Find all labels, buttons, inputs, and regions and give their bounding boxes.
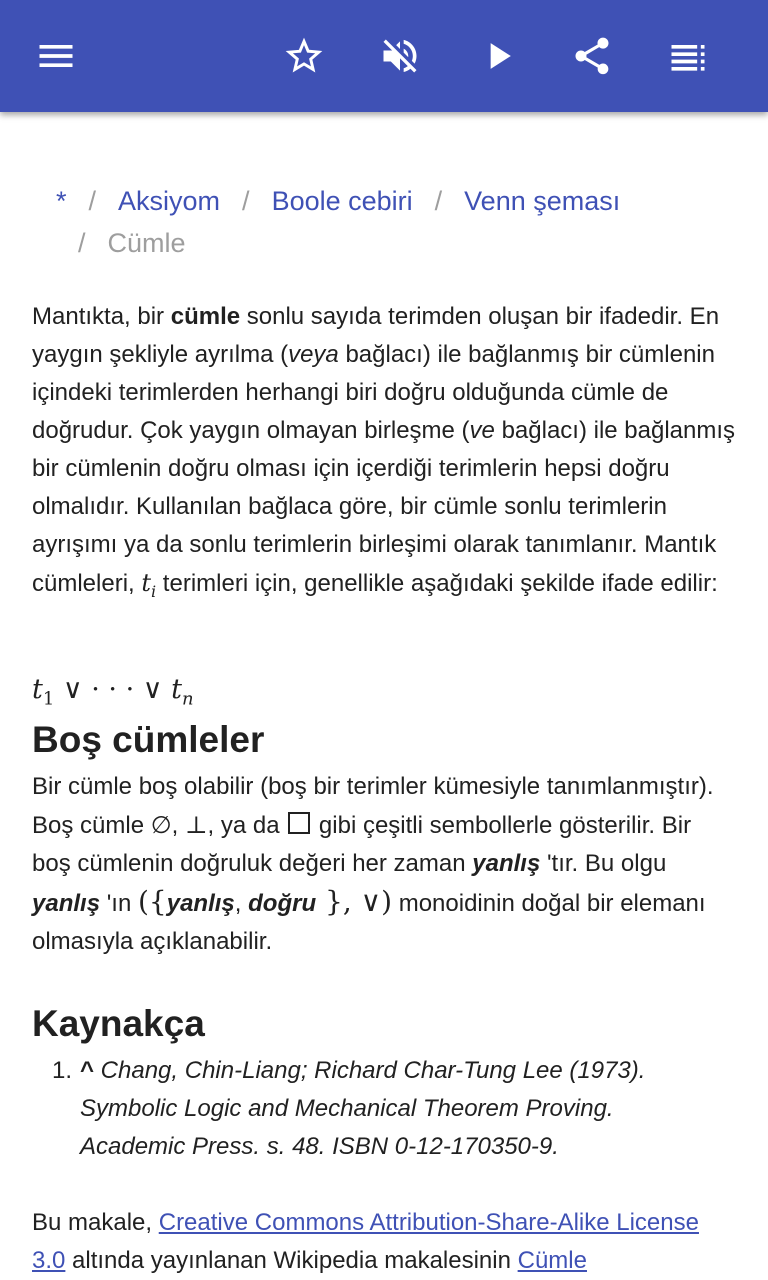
term-yanlis: yanlış xyxy=(166,890,235,917)
empty-clause-paragraph xyxy=(32,768,736,961)
breadcrumb xyxy=(56,180,736,264)
text: Bir cümle boş olabilir (boş bir terimler kümesiyle tanımlanmıştır). Boş cümle xyxy=(32,773,714,839)
star-outline-icon[interactable] xyxy=(276,28,332,84)
text: Bu makale, xyxy=(32,1209,159,1236)
math-var: t xyxy=(141,569,152,597)
text: , ya da xyxy=(207,812,287,839)
term-ve: ve xyxy=(469,417,495,444)
menu-icon[interactable] xyxy=(28,28,84,84)
math-brace: ({ xyxy=(137,885,167,918)
breadcrumb-current: Cümle xyxy=(107,228,186,258)
text: terimleri için, genellikle aşağıdaki şekilde ifade edilir: xyxy=(156,570,718,597)
source-article-link[interactable]: Cümle xyxy=(517,1247,587,1274)
text: Mantıkta, bir xyxy=(32,303,171,330)
text: 'tır. Bu olgu xyxy=(540,850,667,877)
reference-number: 1. xyxy=(52,1057,73,1084)
math-sub: i xyxy=(151,581,157,601)
text: gibi çeşitli sembollerle gösterilir. Bir boş cümlenin doğruluk değeri her zaman xyxy=(32,812,692,877)
text: 'ın xyxy=(100,890,138,917)
text: altında yayınlanan Wikipedia makalesinin xyxy=(65,1247,518,1274)
breadcrumb-separator: / xyxy=(242,186,250,216)
square-symbol xyxy=(288,812,310,834)
term-dogru: doğru xyxy=(248,890,317,917)
math-brace: }, ∨) xyxy=(316,885,393,918)
license-link[interactable]: Creative Commons Attribution-Share-Alike License 3.0 xyxy=(32,1209,699,1274)
math-var: t xyxy=(171,674,182,705)
breadcrumb-item-aksiyom[interactable]: Aksiyom xyxy=(118,186,221,216)
license-paragraph xyxy=(32,1204,736,1280)
term-yanlis: yanlış xyxy=(32,890,101,917)
term-cumle: cümle xyxy=(170,303,241,330)
playlist-icon[interactable] xyxy=(660,28,716,84)
math-operator: ∨ · · · ∨ xyxy=(54,674,172,705)
breadcrumb-item-boole-cebiri[interactable]: Boole cebiri xyxy=(271,186,413,216)
term-yanlis: yanlış xyxy=(472,850,541,877)
reference-backlink[interactable]: ^ xyxy=(80,1057,95,1084)
text: sonlu sayıda terimden oluşan bir ifadedir. En yaygın şekliyle ayrılma ( xyxy=(32,303,720,368)
section-heading-kaynakca: Kaynakça xyxy=(32,1003,205,1044)
reference-item xyxy=(80,1052,700,1166)
app-bar xyxy=(0,0,768,112)
math-var: t xyxy=(32,674,43,705)
breadcrumb-item-venn-semasi[interactable]: Venn şeması xyxy=(464,186,621,216)
volume-off-icon[interactable] xyxy=(372,28,428,84)
math-ti xyxy=(141,569,157,601)
breadcrumb-separator: / xyxy=(78,228,86,258)
breadcrumb-separator: / xyxy=(434,186,443,216)
share-icon[interactable] xyxy=(564,28,620,84)
text: monoidinin doğal bir elemanı olmasıyla açıklanabilir. xyxy=(32,890,706,955)
bottom-symbol: ⊥ xyxy=(184,811,208,839)
text: bağlacı) ile bağlanmış bir cümlenin doğru olması için içerdiği terimlerin hepsi doğru olmalıdır. Kullanılan bağlaca göre, bir cümle sonlu terimlerin ayrışımı ya da sonlu terimlerin birleşimi olarak tanımlanır. Mantık cümleleri, xyxy=(32,417,736,597)
breadcrumb-root[interactable]: * xyxy=(56,186,67,216)
text: bağlacı) ile bağlanmış bir cümlenin içindeki terimlerden herhangi biri doğru olduğunda cümle de doğrudur. Çok yaygın olmayan birleşme ( xyxy=(32,341,715,444)
reference-text: Chang, Chin-Liang; Richard Char-Tung Lee (1973). Symbolic Logic and Mechanical Theorem Proving. Academic Press. s. 48. ISBN 0-12-170350-9. xyxy=(80,1057,646,1160)
math-sub: 1 xyxy=(42,688,55,710)
section-heading-bos-cumleler: Boş cümleler xyxy=(32,719,265,760)
intro-paragraph xyxy=(32,298,736,611)
text: , xyxy=(171,812,185,839)
empty-set-symbol: ∅ xyxy=(150,811,172,839)
clause-formula xyxy=(32,674,194,709)
play-icon[interactable] xyxy=(470,28,526,84)
term-veya: veya xyxy=(288,341,339,368)
math-sub: n xyxy=(181,688,194,710)
breadcrumb-separator: / xyxy=(88,186,97,216)
text: , xyxy=(234,890,249,917)
